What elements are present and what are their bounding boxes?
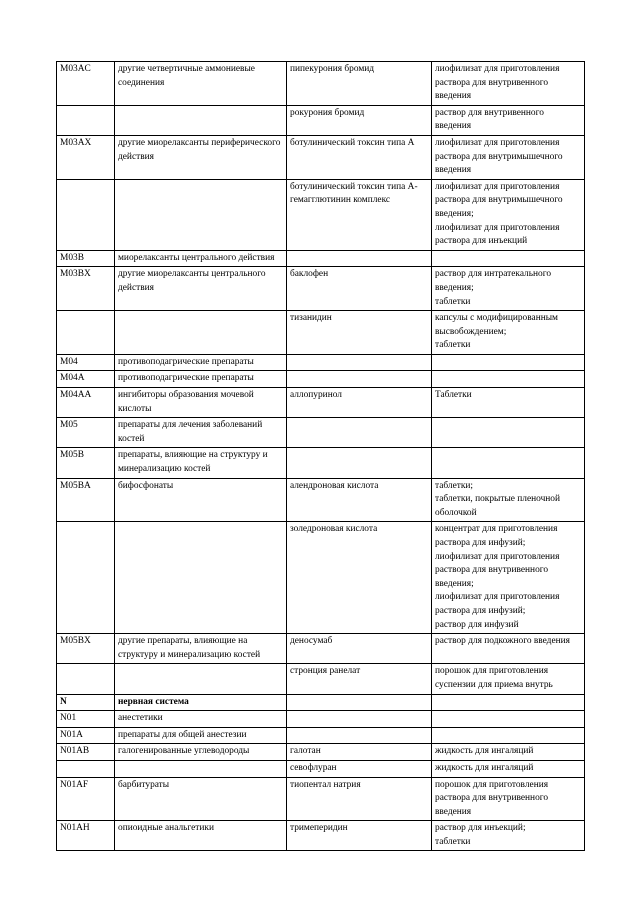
dosage-form-cell [432, 448, 585, 478]
dosage-form-cell: жидкость для ингаляций [432, 744, 585, 761]
atc-code-cell: M04A [57, 371, 115, 388]
atc-code-cell: M03AX [57, 135, 115, 179]
group-name-cell: другие миорелаксанты периферического действия [115, 135, 287, 179]
table-row [57, 135, 585, 179]
group-name-cell [115, 311, 287, 355]
dosage-form-cell [432, 250, 585, 267]
table-row [57, 179, 585, 250]
drug-name-cell: тиопентал натрия [287, 777, 432, 821]
table-row [57, 371, 585, 388]
group-name-cell: препараты, влияющие на структуру и минерализацию костей [115, 448, 287, 478]
group-name-cell: противоподагрические препараты [115, 354, 287, 371]
table-row [57, 777, 585, 821]
dosage-form-cell: капсулы с модифицированным высвобождением; таблетки [432, 311, 585, 355]
table-row [57, 634, 585, 664]
atc-code-cell [57, 311, 115, 355]
drug-name-cell [287, 371, 432, 388]
table-row [57, 664, 585, 694]
group-name-cell: опиоидные анальгетики [115, 821, 287, 851]
group-name-cell: препараты для общей анестезии [115, 727, 287, 744]
atc-code-cell: N01 [57, 711, 115, 728]
drug-name-cell: галотан [287, 744, 432, 761]
drug-name-cell [287, 418, 432, 448]
atc-code-cell: N01A [57, 727, 115, 744]
drug-name-cell [287, 694, 432, 711]
atc-code-cell: M03AC [57, 62, 115, 106]
atc-code-cell: M04 [57, 354, 115, 371]
table-body [57, 62, 585, 851]
table-row [57, 311, 585, 355]
group-name-cell: другие миорелаксанты центрального действия [115, 267, 287, 311]
atc-code-cell: N [57, 694, 115, 711]
atc-code-cell [57, 664, 115, 694]
atc-code-cell [57, 179, 115, 250]
dosage-form-cell [432, 354, 585, 371]
group-name-cell [115, 105, 287, 135]
drug-name-cell: севофлуран [287, 760, 432, 777]
table-row [57, 388, 585, 418]
table-row [57, 711, 585, 728]
group-name-cell [115, 760, 287, 777]
drug-name-cell: баклофен [287, 267, 432, 311]
group-name-cell: нервная система [115, 694, 287, 711]
atc-code-cell: N01AF [57, 777, 115, 821]
group-name-cell [115, 664, 287, 694]
dosage-form-cell: Таблетки [432, 388, 585, 418]
dosage-form-cell: концентрат для приготовления раствора для инфузий; лиофилизат для приготовления раствора для внутривенного введения; лиофилизат для приготовления раствора для инфузий; раствор для инфузий [432, 522, 585, 634]
atc-code-cell: N01AH [57, 821, 115, 851]
dosage-form-cell: лиофилизат для приготовления раствора для внутримышечного введения; лиофилизат для приготовления раствора для инъекций [432, 179, 585, 250]
atc-code-cell: M04AA [57, 388, 115, 418]
drug-name-cell: тримеперидин [287, 821, 432, 851]
dosage-form-cell: порошок для приготовления суспензии для приема внутрь [432, 664, 585, 694]
dosage-form-cell [432, 694, 585, 711]
table-row [57, 62, 585, 106]
atc-code-cell: M05BA [57, 478, 115, 522]
table-row [57, 448, 585, 478]
drug-name-cell: стронция ранелат [287, 664, 432, 694]
table-row [57, 760, 585, 777]
table-row [57, 105, 585, 135]
atc-code-cell: M05 [57, 418, 115, 448]
dosage-form-cell [432, 727, 585, 744]
group-name-cell: барбитураты [115, 777, 287, 821]
table-row [57, 744, 585, 761]
drug-name-cell [287, 354, 432, 371]
table-row [57, 694, 585, 711]
drug-name-cell: тизанидин [287, 311, 432, 355]
atc-code-cell [57, 760, 115, 777]
group-name-cell: другие четвертичные аммониевые соединения [115, 62, 287, 106]
atc-code-cell: M03B [57, 250, 115, 267]
dosage-form-cell: раствор для подкожного введения [432, 634, 585, 664]
group-name-cell: ингибиторы образования мочевой кислоты [115, 388, 287, 418]
dosage-form-cell: раствор для внутривенного введения [432, 105, 585, 135]
dosage-form-cell: порошок для приготовления раствора для внутривенного введения [432, 777, 585, 821]
dosage-form-cell: жидкость для ингаляций [432, 760, 585, 777]
group-name-cell [115, 522, 287, 634]
table-row [57, 267, 585, 311]
atc-code-cell [57, 105, 115, 135]
table-row [57, 354, 585, 371]
atc-code-cell: N01AB [57, 744, 115, 761]
drug-name-cell: алендроновая кислота [287, 478, 432, 522]
group-name-cell [115, 179, 287, 250]
group-name-cell: противоподагрические препараты [115, 371, 287, 388]
table-row [57, 522, 585, 634]
group-name-cell: другие препараты, влияющие на структуру и минерализацию костей [115, 634, 287, 664]
dosage-form-cell [432, 711, 585, 728]
group-name-cell: анестетики [115, 711, 287, 728]
dosage-form-cell: лиофилизат для приготовления раствора для внутримышечного введения [432, 135, 585, 179]
dosage-form-cell: раствор для интратекального введения; таблетки [432, 267, 585, 311]
drug-name-cell: золедроновая кислота [287, 522, 432, 634]
atc-code-cell: M05B [57, 448, 115, 478]
atc-code-cell: M03BX [57, 267, 115, 311]
drug-name-cell [287, 711, 432, 728]
table-row [57, 418, 585, 448]
drug-table [56, 61, 585, 851]
drug-name-cell: рокурония бромид [287, 105, 432, 135]
dosage-form-cell [432, 371, 585, 388]
drug-name-cell: аллопуринол [287, 388, 432, 418]
drug-name-cell [287, 727, 432, 744]
table-row [57, 478, 585, 522]
group-name-cell: препараты для лечения заболеваний костей [115, 418, 287, 448]
dosage-form-cell: раствор для инъекций; таблетки [432, 821, 585, 851]
drug-name-cell: деносумаб [287, 634, 432, 664]
dosage-form-cell: таблетки; таблетки, покрытые пленочной оболочкой [432, 478, 585, 522]
drug-name-cell [287, 448, 432, 478]
table-row [57, 727, 585, 744]
drug-name-cell [287, 250, 432, 267]
dosage-form-cell: лиофилизат для приготовления раствора для внутривенного введения [432, 62, 585, 106]
atc-code-cell [57, 522, 115, 634]
dosage-form-cell [432, 418, 585, 448]
table-row [57, 250, 585, 267]
table-row [57, 821, 585, 851]
atc-code-cell: M05BX [57, 634, 115, 664]
drug-name-cell: ботулинический токсин типа А [287, 135, 432, 179]
drug-name-cell: пипекурония бромид [287, 62, 432, 106]
drug-name-cell: ботулинический токсин типа А-гемагглютинин комплекс [287, 179, 432, 250]
group-name-cell: бифосфонаты [115, 478, 287, 522]
group-name-cell: миорелаксанты центрального действия [115, 250, 287, 267]
group-name-cell: галогенированные углеводороды [115, 744, 287, 761]
